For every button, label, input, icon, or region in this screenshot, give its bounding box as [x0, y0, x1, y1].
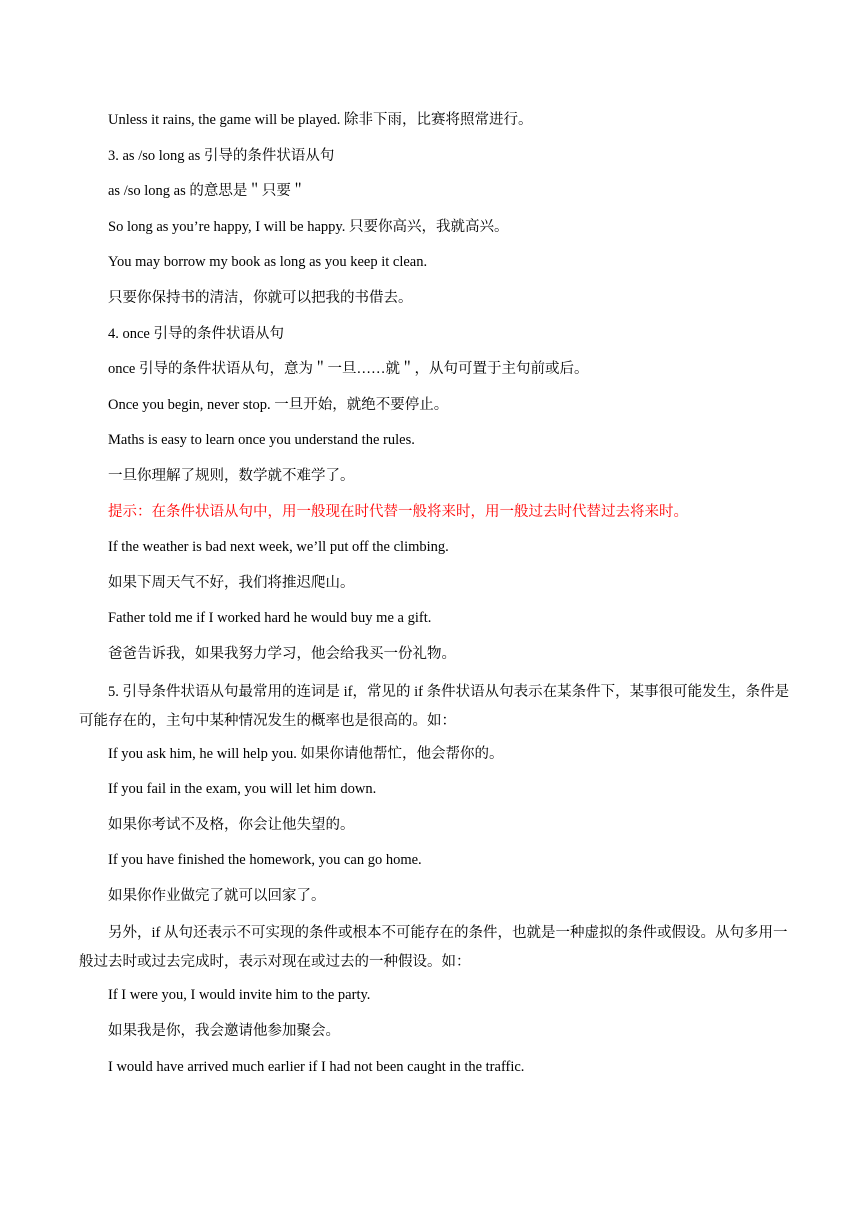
example-sentence: You may borrow my book as long as you keep it clean.	[108, 254, 428, 271]
document-body	[79, 108, 791, 1090]
example-sentence: Unless it rains, the game will be played. 除非下雨，比赛将照常进行。	[108, 112, 533, 128]
explanation-text: as /so long as 的意思是＂只要＂	[108, 183, 306, 200]
example-sentence: So long as you’re happy, I will be happy. 只要你高兴，我就高兴。	[108, 218, 509, 235]
translation-text: 如果下周天气不好，我们将推迟爬山。	[108, 574, 355, 591]
section-heading: 3. as /so long as 引导的条件状语从句	[108, 147, 335, 164]
example-sentence: If the weather is bad next week, we’ll put off the climbing.	[108, 539, 449, 556]
explanation-paragraph: 另外，if 从句还表示不可实现的条件或根本不可能存在的条件，也就是一种虚拟的条件或假设。从句多用一般过去时或过去完成时，表示对现在或过去的一种假设。如：	[79, 925, 788, 971]
translation-text: 只要你保持书的清洁，你就可以把我的书借去。	[108, 289, 413, 306]
example-sentence: Once you begin, never stop. 一旦开始，就绝不要停止。	[108, 396, 449, 413]
translation-text: 一旦你理解了规则，数学就不难学了。	[108, 467, 355, 484]
translation-text: 如果你作业做完了就可以回家了。	[108, 887, 326, 904]
translation-text: 爸爸告诉我，如果我努力学习，他会给我买一份礼物。	[108, 645, 456, 662]
explanation-paragraph: 5. 引导条件状语从句最常用的连词是 if，常见的 if 条件状语从句表示在某条件下，某事很可能发生，条件是可能存在的，主句中某种情况发生的概率也是很高的。如：	[79, 683, 790, 729]
example-sentence: If I were you, I would invite him to the party.	[108, 987, 371, 1004]
example-sentence: If you have finished the homework, you can go home.	[108, 852, 422, 869]
section-heading: 4. once 引导的条件状语从句	[108, 325, 284, 342]
example-sentence: If you ask him, he will help you. 如果你请他帮忙，他会帮你的。	[108, 745, 504, 762]
example-sentence: If you fail in the exam, you will let him down.	[108, 781, 377, 798]
example-sentence: Maths is easy to learn once you understand the rules.	[108, 432, 415, 449]
example-sentence: I would have arrived much earlier if I had not been caught in the traffic.	[108, 1058, 525, 1075]
tip-note: 提示：在条件状语从句中，用一般现在时代替一般将来时，用一般过去时代替过去将来时。	[108, 503, 688, 520]
example-sentence: Father told me if I worked hard he would buy me a gift.	[108, 610, 432, 627]
translation-text: 如果你考试不及格，你会让他失望的。	[108, 816, 355, 833]
explanation-text: once 引导的条件状语从句，意为＂一旦……就＂，从句可置于主句前或后。	[108, 361, 589, 378]
translation-text: 如果我是你，我会邀请他参加聚会。	[108, 1023, 340, 1040]
